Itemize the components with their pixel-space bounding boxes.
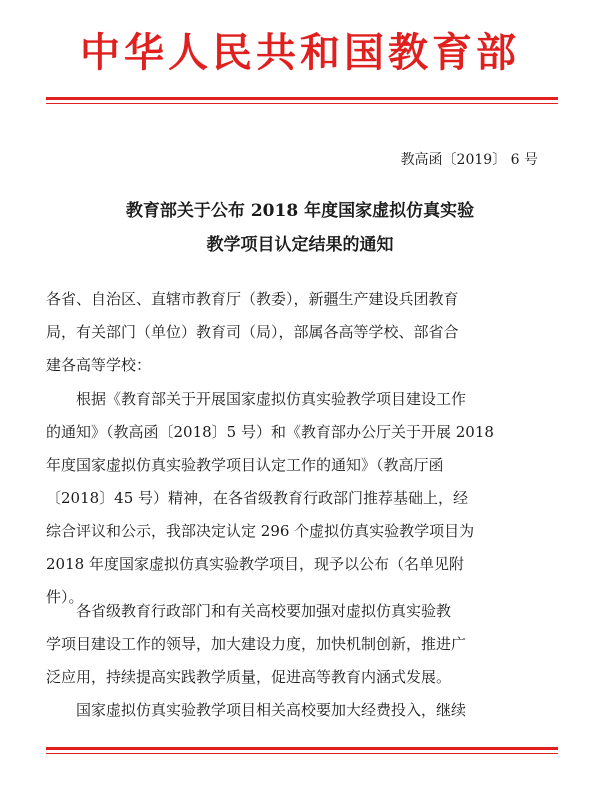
paragraph-line: 学项目建设工作的领导，加大建设力度，加快机制创新，推进广 <box>46 635 467 653</box>
paragraph-3 <box>46 694 556 727</box>
addressee-block <box>46 283 556 382</box>
paragraph-line: 根据《教育部关于开展国家虚拟仿真实验教学项目建设工作 <box>76 390 467 408</box>
paragraph-line: 2018 年度国家虚拟仿真实验教学项目，现予以公布（名单见附 <box>46 555 464 573</box>
document-title-line-2: 教学项目认定结果的通知 <box>206 235 394 255</box>
paragraph-line: 泛应用，持续提高实践教学质量，促进高等教育内涵式发展。 <box>46 668 452 686</box>
paragraph-line: 各省级教育行政部门和有关高校要加强对虚拟仿真实验教 <box>76 602 452 620</box>
paragraph-1 <box>46 383 556 614</box>
paragraph-line: 件）。 <box>46 588 84 606</box>
paragraph-line: 的通知》（教高函〔2018〕5 号）和《教育部办公厅关于开展 2018 <box>46 423 494 441</box>
paragraph-line: 年度国家虚拟仿真实验教学项目认定工作的通知》（教高厅函 <box>46 456 444 474</box>
footer-rule-thin <box>46 753 558 754</box>
masthead-rule-thick <box>46 97 558 100</box>
masthead-title: 中华人民共和国教育部 <box>80 30 520 76</box>
document-number: 教高函〔2019〕 6 号 <box>400 152 538 168</box>
addressee-line: 局，有关部门（单位）教育司（局），部属各高等学校、部省合 <box>46 323 459 341</box>
paragraph-line: 综合评议和公示，我部决定认定 296 个虚拟仿真实验教学项目为 <box>46 522 475 540</box>
footer-rule-thick <box>46 747 558 750</box>
paragraph-line: 〔2018〕45 号）精神，在各省级教育行政部门推荐基础上，经 <box>46 489 469 507</box>
paragraph-2 <box>46 595 556 694</box>
document-title-line-1: 教育部关于公布 2018 年度国家虚拟仿真实验 <box>125 201 475 221</box>
addressee-line: 建各高等学校： <box>46 356 152 374</box>
addressee-line: 各省、自治区、直辖市教育厅（教委），新疆生产建设兵团教育 <box>46 290 459 308</box>
paragraph-line: 国家虚拟仿真实验教学项目相关高校要加大经费投入，继续 <box>76 701 467 719</box>
masthead-rule-thin <box>46 103 558 104</box>
